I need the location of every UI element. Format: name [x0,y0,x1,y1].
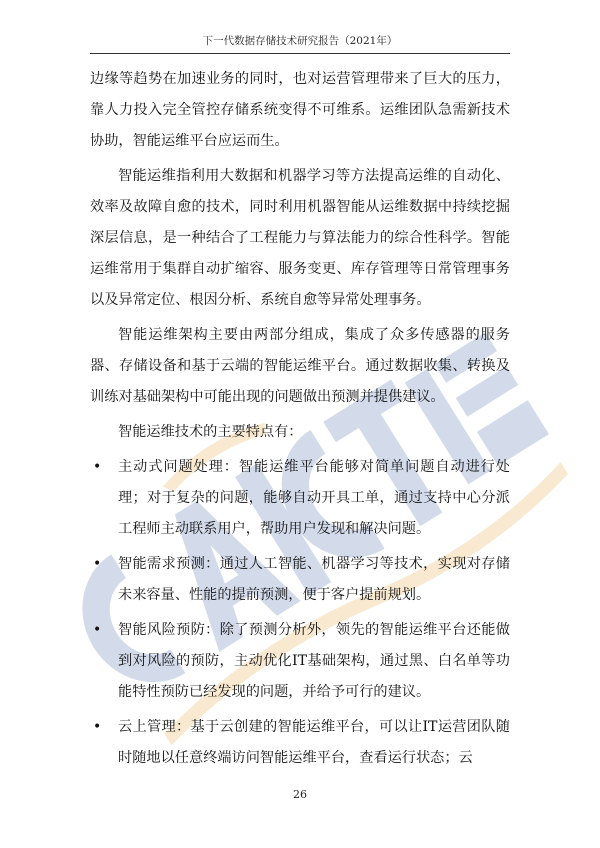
page-header: 下一代数据存储技术研究报告（2021年） [202,35,398,47]
paragraph: 智能运维技术的主要特点有： [118,424,303,440]
paragraph: 智能运维指利用大数据和机器学习等方法提高运维的自动化、效率及故障自愈的技术，同时利用机器智能从运维数据中持续挖掘深层信息，是一种结合了工程能力与算法能力的综合性科学。智能运维常用于集群自动扩缩容、服务变更、库存管理等日常管理事务以及异常定位、根因分析、系统自愈等异常处理事务。 [90,168,510,308]
document-body [90,64,510,778]
paragraph: 智能运维架构主要由两部分组成，集成了众多传感器的服务器、存储设备和基于云端的智能运维平台。通过数据收集、转换及训练对基础架构中可能出现的问题做出预测并提供建议。 [90,327,510,405]
bullet-icon: • [93,719,102,735]
list-item-text: 主动式问题处理：智能运维平台能够对简单问题自动进行处理；对于复杂的问题，能够自动开具工单，通过支持中心分派工程师主动联系用户，帮助用户发现和解决问题。 [118,459,510,537]
list-item-text: 智能风险预防：除了预测分析外，领先的智能运维平台还能做到对风险的预防，主动优化IT基础架构，通过黑、白名单等功能特性预防已经发现的问题，并给予可行的建议。 [118,622,510,700]
page-number: 26 [293,788,307,801]
list-item-text: 智能需求预测：通过人工智能、机器学习等技术，实现对存储未来容量、性能的提前预测，便于客户提前规划。 [118,556,510,603]
list-item [90,615,510,708]
bullet-icon: • [93,622,102,638]
list-item-text: 云上管理：基于云创建的智能运维平台，可以让IT运营团队随时随地以任意终端访问智能运维平台，查看运行状态；云 [118,719,510,766]
feature-list [90,452,510,774]
bullet-icon: • [93,459,102,475]
list-item [90,549,510,611]
paragraph: 边缘等趋势在加速业务的同时，也对运营管理带来了巨大的压力，靠人力投入完全管控存储系统变得不可维系。运维团队急需新技术协助，智能运维平台应运而生。 [90,71,510,149]
list-item [90,712,510,774]
list-item [90,452,510,545]
bullet-icon: • [93,556,102,572]
header-divider [90,53,510,54]
